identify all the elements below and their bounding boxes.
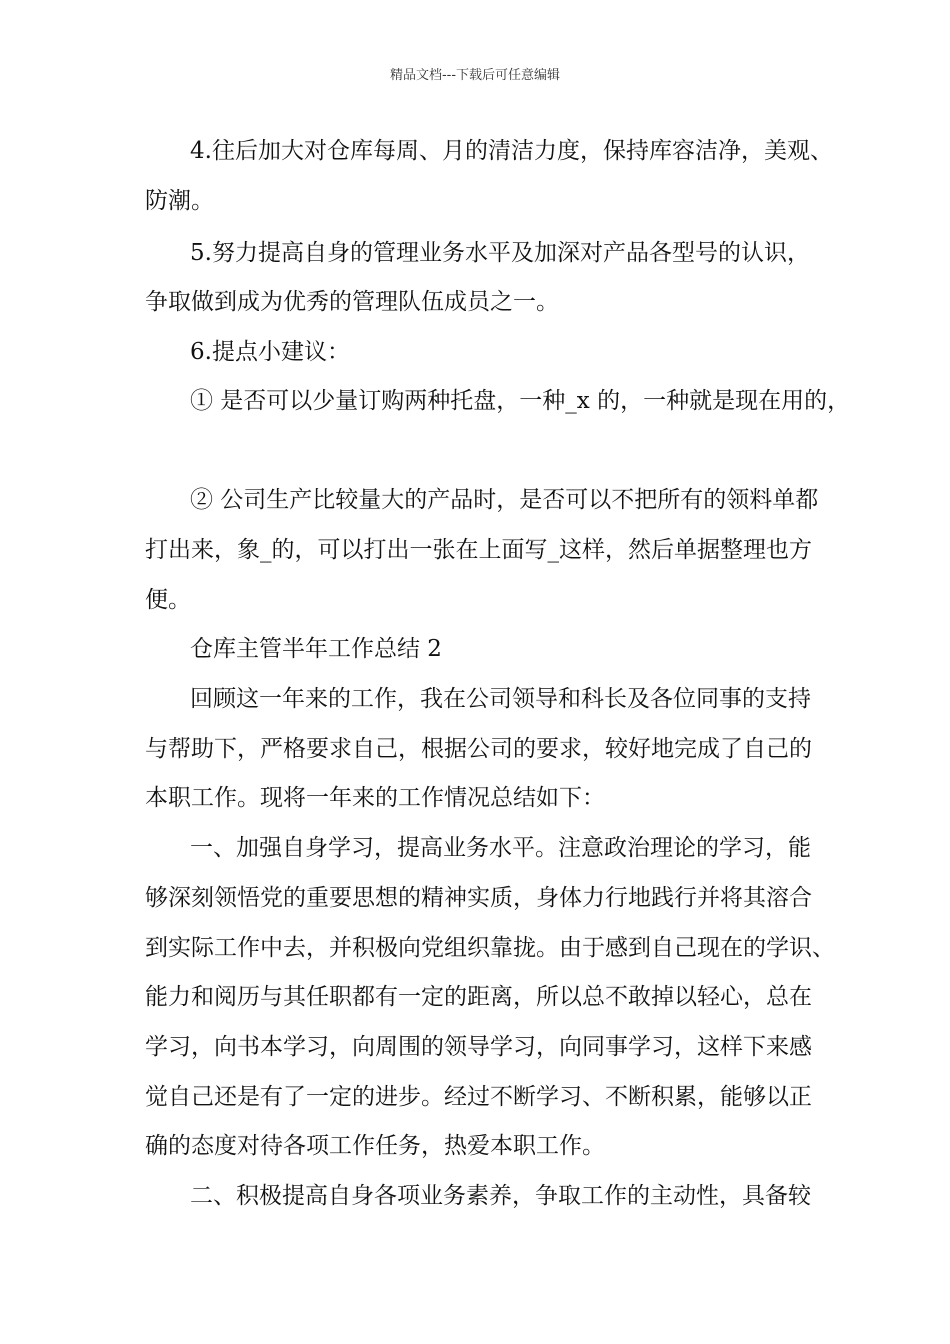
text-line: 5.努力提高自身的管理业务水平及加深对产品各型号的认识， (190, 240, 810, 266)
text-line: ① 是否可以少量订购两种托盘，一种_x 的，一种就是现在用的， (190, 388, 851, 414)
page-header: 精品文档---下载后可任意编辑 (389, 68, 561, 83)
text-line: ② 公司生产比较量大的产品时，是否可以不把所有的领料单都 (190, 487, 819, 513)
text-line: 打出来，象_的，可以打出一张在上面写_这样，然后单据整理也方 (145, 537, 812, 563)
text-line: 一、加强自身学习，提高业务水平。注意政治理论的学习，能 (190, 835, 811, 861)
text-line: 防潮。 (145, 188, 214, 214)
section-title: 仓库主管半年工作总结 2 (190, 636, 442, 662)
text-line: 二、积极提高自身各项业务素养，争取工作的主动性，具备较 (190, 1183, 811, 1209)
text-line: 确的态度对待各项工作任务，热爱本职工作。 (145, 1133, 605, 1159)
text-line: 够深刻领悟党的重要思想的精神实质，身体力行地践行并将其溶合 (145, 885, 812, 911)
text-line: 觉自己还是有了一定的进步。经过不断学习、不断积累，能够以正 (145, 1084, 812, 1110)
text-line: 与帮助下，严格要求自己，根据公司的要求，较好地完成了自己的 (145, 736, 812, 762)
text-line: 便。 (145, 587, 191, 613)
text-line: 回顾这一年来的工作，我在公司领导和科长及各位同事的支持 (190, 686, 811, 712)
text-line: 能力和阅历与其任职都有一定的距离，所以总不敢掉以轻心，总在 (145, 984, 812, 1010)
text-line: 争取做到成为优秀的管理队伍成员之一。 (145, 289, 559, 315)
text-line: 学习，向书本学习，向周围的领导学习，向同事学习，这样下来感 (145, 1034, 812, 1060)
text-line: 本职工作。现将一年来的工作情况总结如下： (145, 785, 605, 811)
text-line: 6.提点小建议： (190, 339, 350, 365)
text-line: 到实际工作中去，并积极向党组织靠拢。由于感到自己现在的学识、 (145, 935, 835, 961)
text-line: 4.往后加大对仓库每周、月的清洁力度，保持库容洁净，美观、 (190, 138, 833, 164)
